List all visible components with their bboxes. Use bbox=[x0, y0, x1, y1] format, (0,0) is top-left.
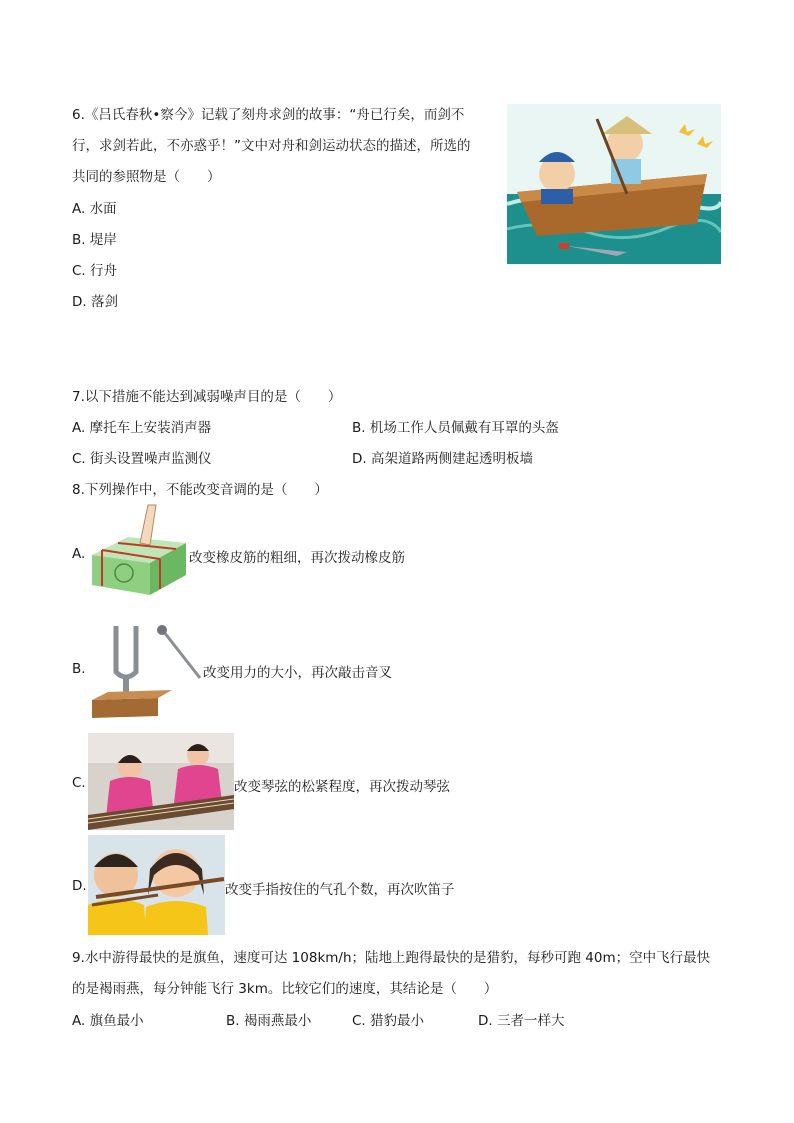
rubber-band-box-image bbox=[88, 503, 188, 601]
guzheng-players-photo bbox=[88, 733, 234, 830]
q8-stem: 8.下列操作中，不能改变音调的是（ ） bbox=[72, 482, 328, 498]
q7-option-b: B. 机场工作人员佩戴有耳罩的头盔 bbox=[352, 420, 559, 436]
q8-option-b-letter: B. bbox=[72, 661, 86, 677]
q6-option-b: B. 堤岸 bbox=[72, 232, 117, 248]
q7-option-d: D. 高架道路两侧建起透明板墙 bbox=[352, 451, 533, 467]
q6-option-c: C. 行舟 bbox=[72, 263, 118, 279]
q8-option-c-text: 改变琴弦的松紧程度，再次拨动琴弦 bbox=[234, 779, 450, 795]
q8-option-a-text: 改变橡皮筋的粗细，再次拨动橡皮筋 bbox=[189, 550, 405, 566]
q6-stem-line2: 行，求剑若此，不亦惑乎！”文中对舟和剑运动状态的描述，所选的 bbox=[72, 138, 471, 154]
q6-option-d: D. 落剑 bbox=[72, 294, 118, 310]
q6-option-a: A. 水面 bbox=[72, 201, 117, 217]
flute-players-photo bbox=[88, 835, 225, 935]
q8-option-a-letter: A. bbox=[72, 546, 86, 562]
q6-stem-line1: 6.《吕氏春秋•察今》记载了刻舟求剑的故事：“舟已行矣，而剑不 bbox=[72, 107, 465, 123]
q7-option-a: A. 摩托车上安装消声器 bbox=[72, 420, 212, 436]
q7-option-c: C. 街头设置噪声监测仪 bbox=[72, 451, 212, 467]
boat-sword-illustration bbox=[507, 104, 721, 264]
q6-stem-line3: 共同的参照物是（ ） bbox=[72, 169, 221, 185]
tuning-fork-image bbox=[88, 620, 203, 720]
q9-stem-line1: 9.水中游得最快的是旗鱼，速度可达 108km/h；陆地上跑得最快的是猎豹，每秒可跑 40m；空中飞行最快 bbox=[72, 950, 711, 966]
q9-option-b: B. 褐雨燕最小 bbox=[226, 1013, 312, 1029]
q9-option-c: C. 猎豹最小 bbox=[352, 1013, 425, 1029]
q9-option-a: A. 旗鱼最小 bbox=[72, 1013, 144, 1029]
q8-option-c-letter: C. bbox=[72, 775, 86, 791]
q9-stem-line2: 的是褐雨燕，每分钟能飞行 3km。比较它们的速度，其结论是（ ） bbox=[72, 981, 498, 997]
q8-option-b-text: 改变用力的大小，再次敲击音叉 bbox=[203, 665, 392, 681]
q7-stem: 7.以下措施不能达到减弱噪声目的是（ ） bbox=[72, 389, 342, 405]
q9-option-d: D. 三者一样大 bbox=[478, 1013, 565, 1029]
q8-option-d-letter: D. bbox=[72, 878, 87, 894]
q8-option-d-text: 改变手指按住的气孔个数，再次吹笛子 bbox=[225, 882, 455, 898]
